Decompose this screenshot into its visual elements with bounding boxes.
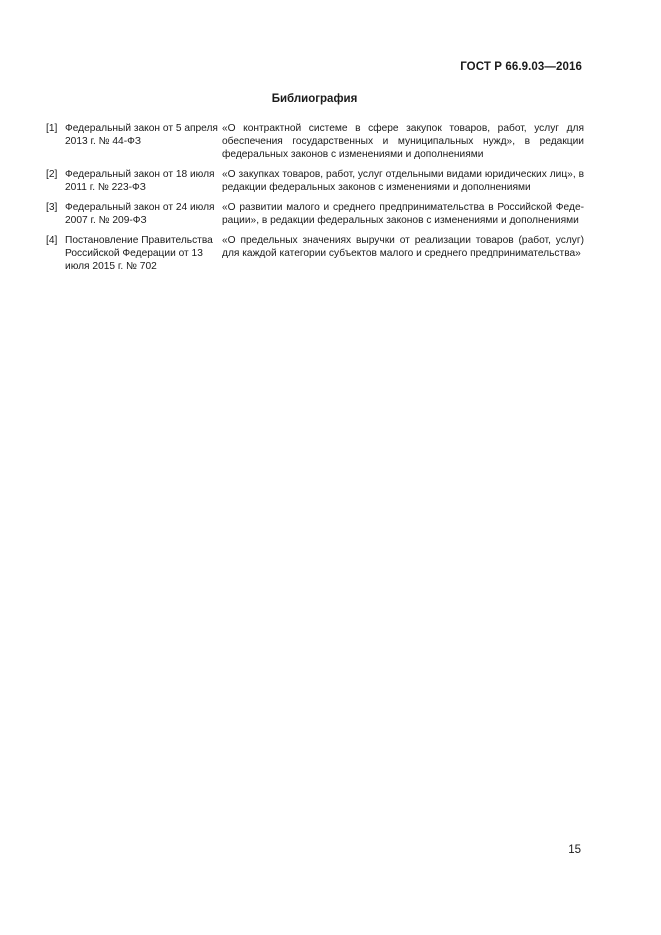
document-code: ГОСТ Р 66.9.03—2016 — [460, 61, 582, 73]
entry-number: [3] — [46, 202, 58, 214]
entry-number: [4] — [46, 234, 58, 246]
entry-title: «О развитии малого и среднего предпринимательства в Российской Феде-рации», в редакции федеральных законов с изменениями и дополнениями — [222, 202, 584, 227]
entry-number: [1] — [46, 123, 58, 134]
entry-source: Федеральный закон от 24 июля 2007 г. № 209-ФЗ — [65, 202, 215, 227]
bibliography-list — [46, 122, 584, 280]
bibliography-entry — [46, 122, 584, 162]
entry-title: «О контрактной системе в сфере закупок товаров, работ, услуг для обеспечения государственных и муниципальных нужд», в редакции федеральных законов с изменениями и дополнениями — [222, 123, 584, 161]
page-number: 15 — [568, 844, 581, 856]
entry-number: [2] — [46, 169, 58, 181]
entry-title: «О закупках товаров, работ, услуг отдельными видами юридических лиц», в редакции федеральных законов с изменениями и дополнениями — [222, 169, 584, 194]
entry-title: «О предельных значениях выручки от реализации товаров (работ, услуг) для каждой категории субъектов малого и среднего предпринимательства» — [222, 234, 584, 260]
bibliography-entry — [46, 201, 584, 227]
bibliography-entry — [46, 234, 584, 274]
entry-source: Федеральный закон от 18 июля 2011 г. № 223-ФЗ — [65, 169, 215, 194]
entry-source: Федеральный закон от 5 апреля 2013 г. № 44-ФЗ — [65, 123, 218, 148]
entry-source: Постановление Правительства Российской Федерации от 13 июля 2015 г. № 702 — [65, 234, 213, 273]
bibliography-entry — [46, 168, 584, 194]
section-title: Библиография — [271, 93, 358, 105]
